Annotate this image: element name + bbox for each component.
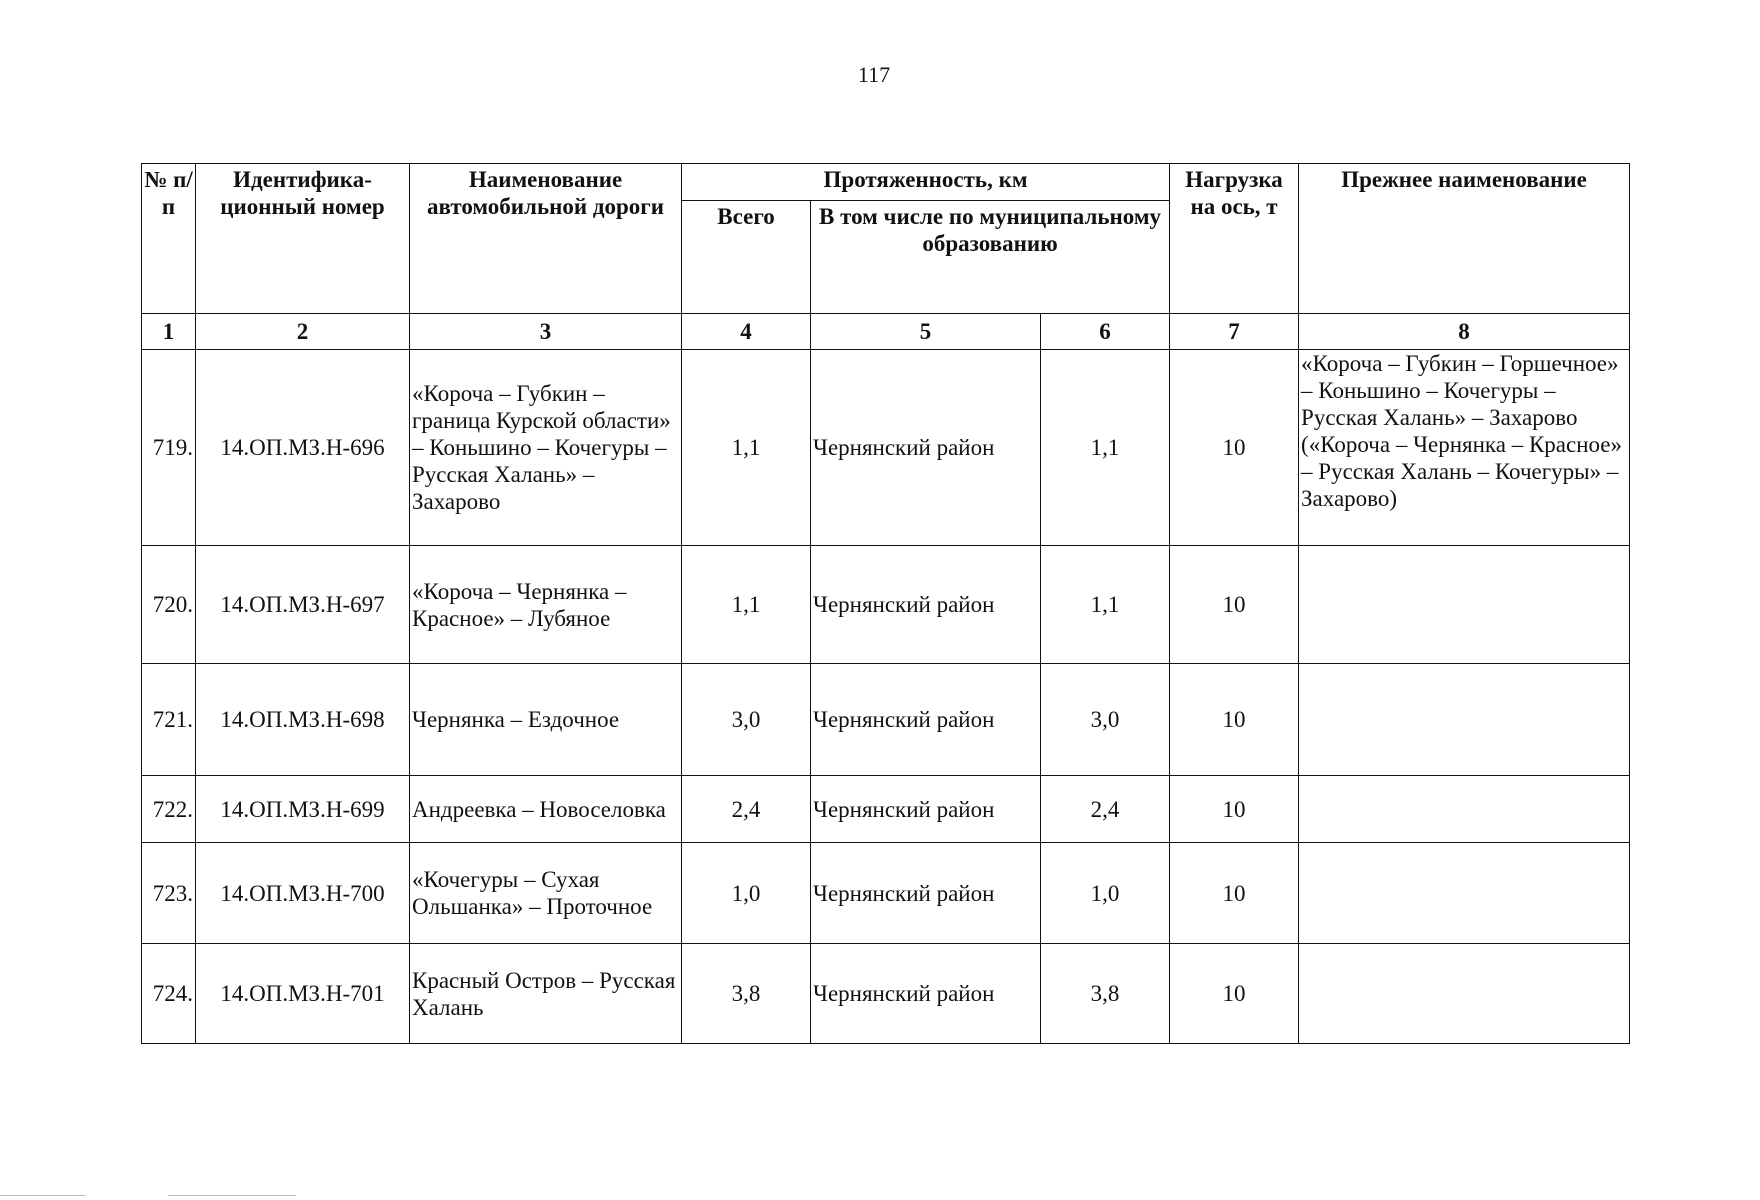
column-number: 6 bbox=[1041, 314, 1170, 350]
row-district-km: 1,1 bbox=[1041, 350, 1170, 546]
row-road-name: «Короча – Губкин – граница Курской области» – Коньшино – Кочегуры – Русская Халань» – Захарово bbox=[410, 350, 682, 546]
header-total: Всего bbox=[682, 201, 811, 314]
row-road-name: Чернянка – Ездочное bbox=[410, 664, 682, 776]
row-previous-name bbox=[1299, 776, 1630, 843]
row-id: 14.ОП.МЗ.Н-701 bbox=[196, 944, 410, 1044]
row-num: 719. bbox=[142, 350, 196, 546]
header-length: Протяженность, км bbox=[682, 164, 1170, 201]
row-road-name: «Кочегуры – Сухая Ольшанка» – Проточное bbox=[410, 843, 682, 944]
row-load: 10 bbox=[1170, 776, 1299, 843]
row-district: Чернянский район bbox=[811, 664, 1041, 776]
row-num: 720. bbox=[142, 546, 196, 664]
table-row bbox=[142, 944, 1630, 1044]
header-municipal: В том числе по муниципальному образованию bbox=[811, 201, 1170, 314]
row-load: 10 bbox=[1170, 546, 1299, 664]
row-district-km: 1,0 bbox=[1041, 843, 1170, 944]
row-id: 14.ОП.МЗ.Н-696 bbox=[196, 350, 410, 546]
row-id: 14.ОП.МЗ.Н-700 bbox=[196, 843, 410, 944]
row-previous-name bbox=[1299, 944, 1630, 1044]
column-number: 5 bbox=[811, 314, 1041, 350]
row-district-km: 1,1 bbox=[1041, 546, 1170, 664]
row-id: 14.ОП.МЗ.Н-699 bbox=[196, 776, 410, 843]
row-id: 14.ОП.МЗ.Н-698 bbox=[196, 664, 410, 776]
column-number: 7 bbox=[1170, 314, 1299, 350]
row-district: Чернянский район bbox=[811, 843, 1041, 944]
row-district-km: 3,0 bbox=[1041, 664, 1170, 776]
column-number-row bbox=[142, 314, 1630, 350]
header-name: Наименование автомобильной дороги bbox=[410, 164, 682, 314]
row-district: Чернянский район bbox=[811, 546, 1041, 664]
column-number: 2 bbox=[196, 314, 410, 350]
header-id: Идентифика-ционный номер bbox=[196, 164, 410, 314]
row-total-km: 1,1 bbox=[682, 350, 811, 546]
table-row bbox=[142, 664, 1630, 776]
row-road-name: Красный Остров – Русская Халань bbox=[410, 944, 682, 1044]
page-number: 117 bbox=[857, 62, 891, 87]
row-load: 10 bbox=[1170, 944, 1299, 1044]
row-previous-name: «Короча – Губкин – Горшечное» – Коньшино – Кочегуры – Русская Халань» – Захарово («Короча – Чернянка – Красное» – Русская Халань – Кочегуры» – Захарово) bbox=[1299, 350, 1630, 546]
column-number: 3 bbox=[410, 314, 682, 350]
row-district-km: 2,4 bbox=[1041, 776, 1170, 843]
header-load: Нагрузка на ось, т bbox=[1170, 164, 1299, 314]
row-total-km: 3,8 bbox=[682, 944, 811, 1044]
row-id: 14.ОП.МЗ.Н-697 bbox=[196, 546, 410, 664]
row-road-name: Андреевка – Новоселовка bbox=[410, 776, 682, 843]
roads-table bbox=[141, 163, 1630, 1044]
row-num: 724. bbox=[142, 944, 196, 1044]
row-previous-name bbox=[1299, 546, 1630, 664]
table-row bbox=[142, 350, 1630, 546]
row-total-km: 1,1 bbox=[682, 546, 811, 664]
row-district: Чернянский район bbox=[811, 944, 1041, 1044]
table-row bbox=[142, 843, 1630, 944]
row-load: 10 bbox=[1170, 664, 1299, 776]
row-load: 10 bbox=[1170, 350, 1299, 546]
column-number: 4 bbox=[682, 314, 811, 350]
table-row bbox=[142, 776, 1630, 843]
row-previous-name bbox=[1299, 843, 1630, 944]
row-num: 721. bbox=[142, 664, 196, 776]
row-previous-name bbox=[1299, 664, 1630, 776]
row-total-km: 1,0 bbox=[682, 843, 811, 944]
scan-artifact-line bbox=[168, 1195, 296, 1196]
column-number: 8 bbox=[1299, 314, 1630, 350]
header-num: № п/п bbox=[142, 164, 196, 314]
row-load: 10 bbox=[1170, 843, 1299, 944]
row-district: Чернянский район bbox=[811, 776, 1041, 843]
scan-artifact-line bbox=[0, 1195, 86, 1196]
row-total-km: 3,0 bbox=[682, 664, 811, 776]
header-previous: Прежнее наименование bbox=[1299, 164, 1630, 314]
row-total-km: 2,4 bbox=[682, 776, 811, 843]
row-num: 723. bbox=[142, 843, 196, 944]
row-district-km: 3,8 bbox=[1041, 944, 1170, 1044]
row-district: Чернянский район bbox=[811, 350, 1041, 546]
row-road-name: «Короча – Чернянка – Красное» – Лубяное bbox=[410, 546, 682, 664]
column-number: 1 bbox=[142, 314, 196, 350]
row-num: 722. bbox=[142, 776, 196, 843]
table-row bbox=[142, 546, 1630, 664]
